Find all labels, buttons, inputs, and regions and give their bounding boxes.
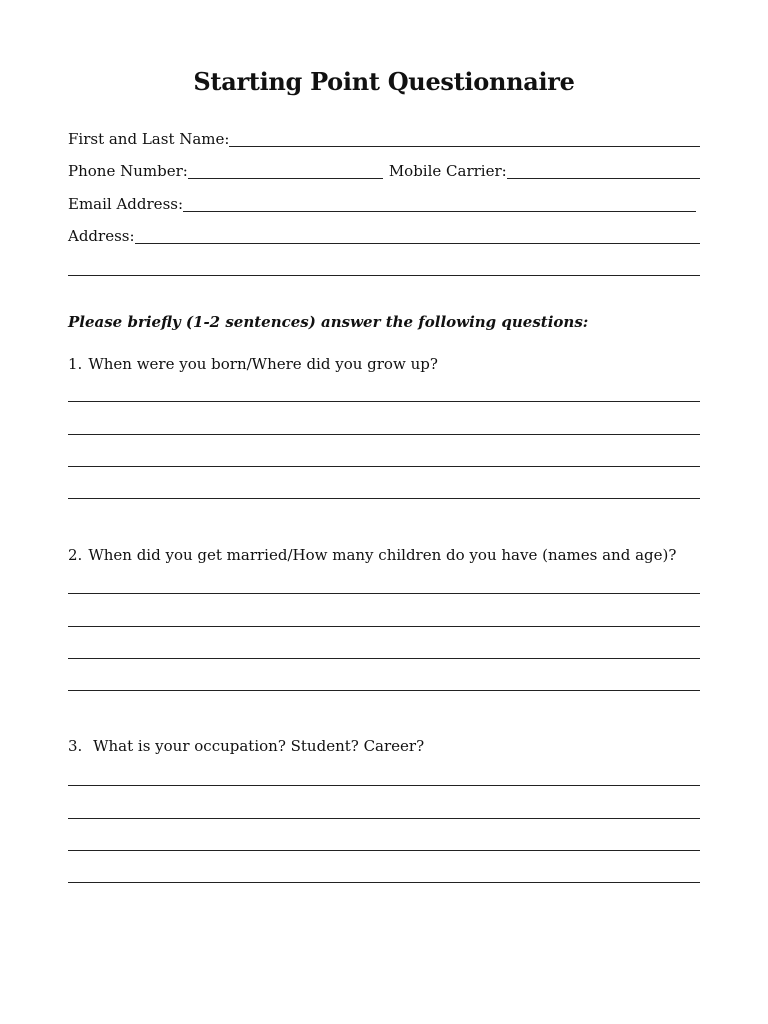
question-2-number: 2. <box>68 546 83 564</box>
phone-label: Phone Number: <box>68 162 188 180</box>
question-1-text: When were you born/Where did you grow up? <box>88 355 438 373</box>
answer-2-line-3[interactable] <box>68 657 700 659</box>
address-row <box>68 225 700 247</box>
address-field[interactable] <box>135 242 700 244</box>
carrier-field[interactable] <box>507 177 700 179</box>
answer-2-line-1[interactable] <box>68 592 700 594</box>
phone-row <box>68 160 700 182</box>
question-3-number: 3. <box>68 737 83 755</box>
answer-1-line-4[interactable] <box>68 497 700 499</box>
question-2 <box>68 545 676 565</box>
answer-3-line-3[interactable] <box>68 849 700 851</box>
address-label: Address: <box>68 227 135 245</box>
email-field[interactable] <box>183 210 696 212</box>
email-label: Email Address: <box>68 195 184 213</box>
page-title: Starting Point Questionnaire <box>193 67 575 96</box>
name-label: First and Last Name: <box>68 130 230 148</box>
answer-1-line-2[interactable] <box>68 433 700 435</box>
question-1 <box>68 354 438 374</box>
name-row <box>68 128 700 150</box>
carrier-label: Mobile Carrier: <box>388 162 507 180</box>
question-2-text: When did you get married/How many children do you have (names and age)? <box>88 546 677 564</box>
question-1-number: 1. <box>68 355 83 373</box>
answer-2-line-4[interactable] <box>68 689 700 691</box>
answer-3-line-2[interactable] <box>68 817 700 819</box>
answer-1-line-1[interactable] <box>68 400 700 402</box>
email-row <box>68 193 696 215</box>
phone-field[interactable] <box>188 177 383 179</box>
answer-3-line-1[interactable] <box>68 784 700 786</box>
name-field[interactable] <box>229 145 700 147</box>
address-line-2[interactable] <box>68 274 700 276</box>
answer-1-line-3[interactable] <box>68 465 700 467</box>
instruction-text: Please briefly (1-2 sentences) answer the following questions: <box>68 313 589 331</box>
question-3 <box>68 736 424 756</box>
answer-3-line-4[interactable] <box>68 881 700 883</box>
answer-2-line-2[interactable] <box>68 625 700 627</box>
question-3-text: What is your occupation? Student? Career? <box>88 737 425 755</box>
